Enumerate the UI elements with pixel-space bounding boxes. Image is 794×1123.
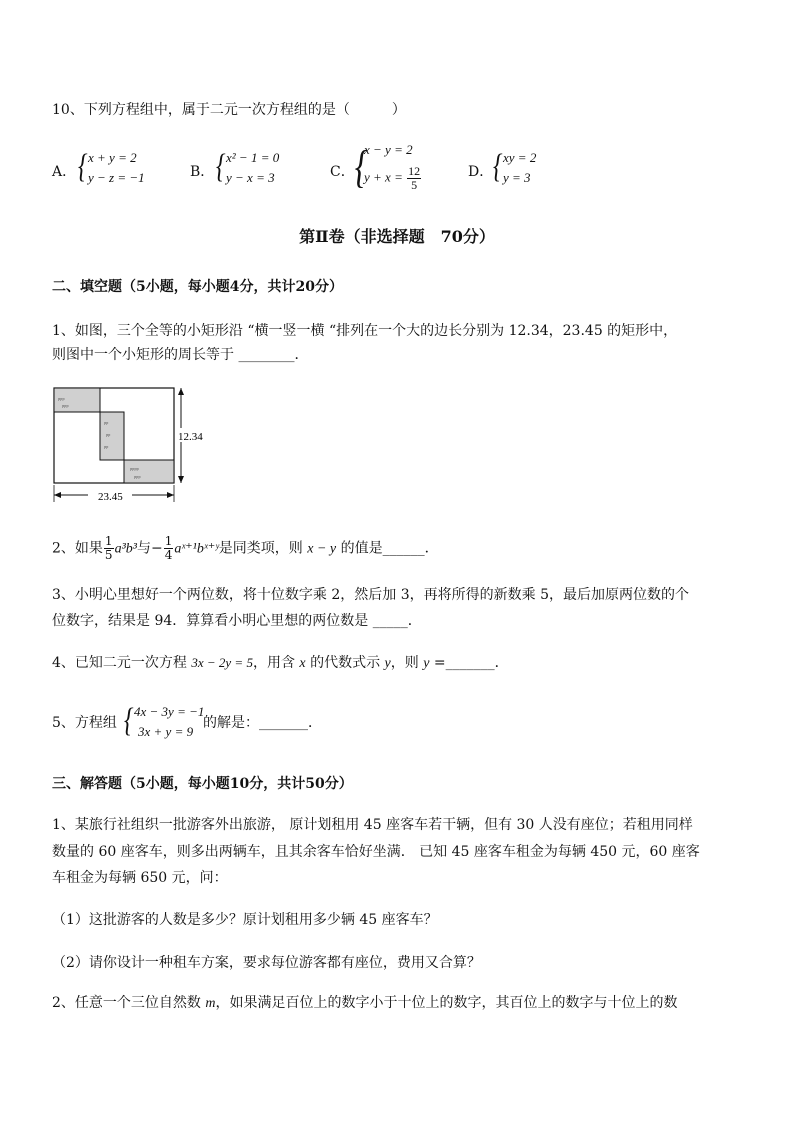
s2-q2-term1: a³b³ bbox=[114, 541, 137, 557]
q10-option-c-label: C． bbox=[330, 164, 355, 180]
figure-height-label: 12.34 bbox=[178, 431, 203, 443]
s3-q1-sub1: （1）这批游客的人数是多少？原计划租用多少辆 45 座客车？ bbox=[52, 912, 438, 928]
s3-q1-line2: 数量的 60 座客车，则多出两辆车，且其余客车恰好坐满． 已知 45 座客车租金为每辆 450 元，60 座客 bbox=[52, 844, 700, 860]
s3-q2-line1 bbox=[52, 993, 677, 1014]
part2-title: 第Ⅱ卷（非选择题 70分） bbox=[299, 227, 495, 246]
s2-q2-mid: 与− bbox=[136, 540, 163, 557]
q10-option-a-eq1: x + y = 2 bbox=[88, 150, 137, 165]
s3-q1-line3: 车租金为每辆 650 元，问： bbox=[52, 870, 228, 886]
q10-option-d-eq1: xy = 2 bbox=[503, 150, 537, 165]
s2-q2 bbox=[52, 535, 439, 563]
svg-text:ᵖᵖᵖ: ᵖᵖᵖ bbox=[134, 474, 141, 482]
s2-q2-expr: x − y bbox=[307, 541, 337, 557]
rectangles-figure bbox=[50, 384, 220, 508]
svg-text:ᵖᵖ: ᵖᵖ bbox=[104, 444, 109, 452]
q10-option-c-numerator: 12 bbox=[408, 164, 421, 178]
s2-q1-line1: 1、如图，三个全等的小矩形沿 “横一竖一横 “排列在一个大的边长分别为 12.34，23.45 的矩形中， bbox=[52, 323, 678, 339]
s2-q4-var1: x bbox=[299, 656, 306, 671]
s2-q2-frac1-num: 1 bbox=[104, 534, 113, 548]
q10-option-d-label: D． bbox=[468, 164, 494, 180]
s2-q4-mid2: 的代数式示 bbox=[305, 655, 385, 671]
q10-option-b-eq2: y − x = 3 bbox=[226, 170, 275, 185]
s3-q2-line1-a: 2、任意一个三位自然数 bbox=[52, 995, 206, 1011]
q10-option-d-system: { xy = 2 y = 3 bbox=[493, 148, 537, 185]
q10-option-c-denominator: 5 bbox=[411, 178, 418, 192]
s2-q4-mid3: ，则 bbox=[390, 655, 424, 671]
svg-text:ᵖᵖᵖ: ᵖᵖᵖ bbox=[58, 396, 65, 404]
q10-option-a-label: A． bbox=[52, 164, 77, 180]
s2-q4-var2: y bbox=[384, 656, 391, 671]
svg-text:ᵖᵖ: ᵖᵖ bbox=[104, 420, 109, 428]
s2-q2-end: 的值是______． bbox=[336, 540, 439, 557]
s2-q2-suffix: 是同类项，则 bbox=[218, 540, 308, 557]
q10-option-a-system: { x + y = 2 y − z = −1 bbox=[78, 148, 145, 185]
s2-q5-suffix: 的解是：_______． bbox=[203, 715, 322, 731]
s2-q2-frac2-num: 1 bbox=[164, 534, 173, 548]
q10-option-c-eq2-lhs: y + x = bbox=[364, 169, 403, 185]
q10-stem: 10、下列方程组中，属于二元一次方程组的是（ ） bbox=[52, 102, 406, 118]
s3-q1-sub2: （2）请你设计一种租车方案，要求每位游客都有座位，费用又合算？ bbox=[52, 955, 481, 971]
q10-option-d-eq2: y = 3 bbox=[503, 170, 531, 185]
s2-q4-var3: y bbox=[423, 656, 430, 671]
svg-text:ᵖᵖᵖ: ᵖᵖᵖ bbox=[62, 403, 69, 411]
s2-q5-system: { 4x − 3y = −1 3x + y = 9 bbox=[124, 702, 205, 739]
svg-text:ᵖᵖᵖᵖ: ᵖᵖᵖᵖ bbox=[130, 466, 139, 474]
s2-q4-prefix: 4、已知二元一次方程 bbox=[52, 655, 192, 671]
q10-option-a-eq2: y − z = −1 bbox=[88, 170, 145, 185]
s2-q5-eq2: 3x + y = 9 bbox=[138, 724, 194, 739]
s2-q5-prefix: 5、方程组 bbox=[52, 715, 117, 731]
s2-q2-frac1-den: 5 bbox=[104, 548, 113, 562]
s2-q4 bbox=[52, 653, 509, 674]
s2-q4-mid: ，用含 bbox=[252, 655, 300, 671]
svg-text:ᵖᵖ: ᵖᵖ bbox=[106, 432, 111, 440]
s3-q1-line1: 1、某旅行社组织一批游客外出旅游， 原计划租用 45 座客车若干辆，但有 30 人没有座位；若租用同样 bbox=[52, 817, 693, 833]
s2-q2-frac2-den: 4 bbox=[164, 548, 173, 562]
q10-option-b-system: { x² − 1 = 0 y − x = 3 bbox=[216, 148, 280, 185]
s2-q4-end: =_______． bbox=[429, 655, 509, 671]
s2-q1-line2: 则图中一个小矩形的周长等于 ________． bbox=[52, 347, 309, 363]
section3-heading: 三、解答题（5小题，每小题10分，共计50分） bbox=[52, 776, 353, 792]
s2-q3-line2: 位数字，结果是 94．算算看小明心里想的两位数是 _____． bbox=[52, 613, 422, 629]
q10-option-c-eq1: x − y = 2 bbox=[364, 142, 413, 157]
q10-option-b-eq1: x² − 1 = 0 bbox=[226, 150, 280, 165]
section2-heading: 二、填空题（5小题，每小题4分，共计20分） bbox=[52, 279, 343, 295]
s3-q2-var: m bbox=[205, 996, 216, 1011]
s3-q2-line1-b: ，如果满足百位上的数字小于十位上的数字，其百位上的数字与十位上的数 bbox=[215, 995, 678, 1011]
s2-q4-equation: 3x − 2y = 5 bbox=[191, 655, 253, 670]
s2-q2-prefix: 2、如果 bbox=[52, 540, 103, 557]
figure-width-label: 23.45 bbox=[98, 491, 123, 503]
q10-option-b-label: B． bbox=[190, 164, 215, 180]
s2-q2-term2: aˣ⁺¹bˣ⁺ʸ bbox=[174, 541, 219, 557]
s2-q5-eq1: 4x − 3y = −1 bbox=[134, 704, 205, 719]
q10-option-c-system: { x − y = 2 y + x = $\frac{12}{5}$ bbox=[354, 141, 421, 192]
s2-q3-line1: 3、小明心里想好一个两位数，将十位数字乘 2，然后加 3，再将所得的新数乘 5，最后加原两位数的个 bbox=[52, 587, 689, 603]
